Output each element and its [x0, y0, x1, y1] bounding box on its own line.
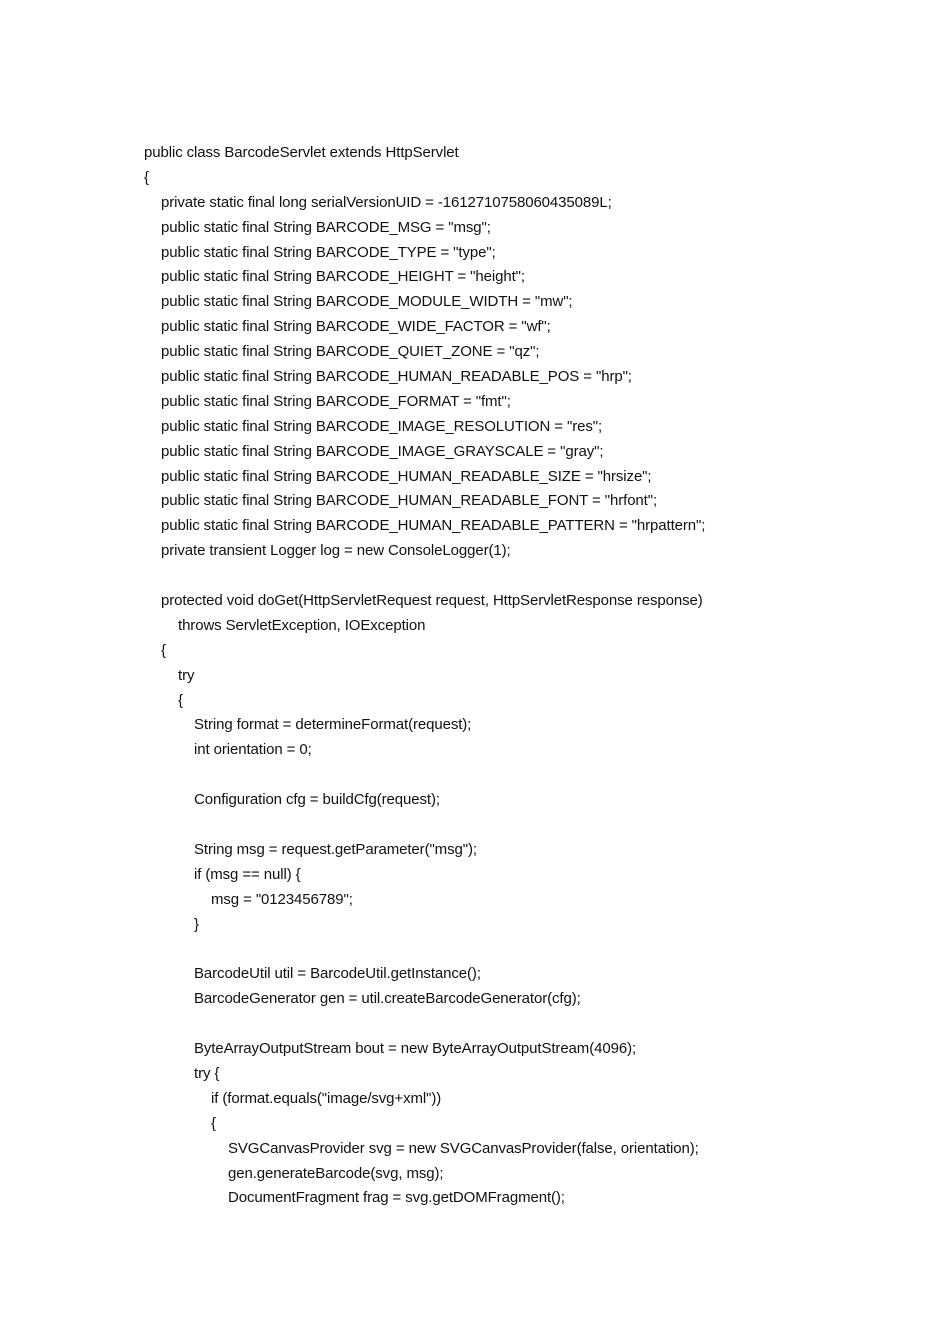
code-line: }: [194, 915, 199, 933]
code-line: public static final String BARCODE_IMAGE_GRAYSCALE = "gray";: [161, 442, 604, 460]
code-line: if (format.equals("image/svg+xml")): [211, 1089, 442, 1107]
code-line: public static final String BARCODE_HUMAN_READABLE_PATTERN = "hrpattern";: [161, 517, 706, 535]
code-line: public static final String BARCODE_HUMAN_READABLE_SIZE = "hrsize";: [161, 467, 652, 485]
code-line: public static final String BARCODE_TYPE = "type";: [161, 243, 496, 261]
code-line: BarcodeUtil util = BarcodeUtil.getInstance();: [194, 965, 481, 983]
code-line: public static final String BARCODE_MSG = "msg";: [161, 218, 491, 236]
code-listing: [144, 141, 904, 1211]
code-line: private transient Logger log = new ConsoleLogger(1);: [161, 542, 511, 560]
code-line: Configuration cfg = buildCfg(request);: [194, 791, 440, 809]
code-line: if (msg == null) {: [194, 865, 301, 883]
code-line: public static final String BARCODE_HUMAN_READABLE_FONT = "hrfont";: [161, 492, 658, 510]
code-line: {: [161, 641, 166, 659]
code-line: public static final String BARCODE_WIDE_FACTOR = "wf";: [161, 318, 551, 336]
code-line: public class BarcodeServlet extends HttpServlet: [144, 144, 459, 161]
code-line: public static final String BARCODE_IMAGE_RESOLUTION = "res";: [161, 417, 603, 435]
code-line: public static final String BARCODE_QUIET_ZONE = "qz";: [161, 343, 540, 361]
blank-line: [144, 813, 904, 838]
code-line: public static final String BARCODE_HEIGHT = "height";: [161, 268, 525, 286]
code-line: DocumentFragment frag = svg.getDOMFragment();: [228, 1189, 565, 1207]
blank-line: [144, 1012, 904, 1037]
code-line: ByteArrayOutputStream bout = new ByteArrayOutputStream(4096);: [194, 1040, 637, 1058]
code-line: gen.generateBarcode(svg, msg);: [228, 1164, 444, 1182]
code-line: msg = "0123456789";: [211, 890, 353, 908]
blank-line: [144, 763, 904, 788]
code-line: String format = determineFormat(request);: [194, 716, 472, 734]
code-line: {: [178, 691, 183, 709]
code-line: BarcodeGenerator gen = util.createBarcodeGenerator(cfg);: [194, 990, 581, 1008]
code-line: private static final long serialVersionUID = -1612710758060435089L;: [161, 193, 612, 211]
code-line: public static final String BARCODE_FORMAT = "fmt";: [161, 392, 511, 410]
code-line: protected void doGet(HttpServletRequest request, HttpServletResponse response): [161, 592, 703, 610]
blank-line: [144, 938, 904, 963]
code-line: {: [144, 168, 149, 186]
code-line: public static final String BARCODE_HUMAN_READABLE_POS = "hrp";: [161, 368, 632, 386]
code-line: {: [211, 1114, 216, 1132]
code-line: try: [178, 666, 195, 684]
code-line: public static final String BARCODE_MODULE_WIDTH = "mw";: [161, 293, 573, 311]
blank-line: [144, 564, 904, 589]
code-line: int orientation = 0;: [194, 741, 312, 759]
code-line: try {: [194, 1064, 220, 1082]
code-line: throws ServletException, IOException: [178, 616, 426, 634]
code-line: SVGCanvasProvider svg = new SVGCanvasProvider(false, orientation);: [228, 1139, 699, 1157]
code-line: String msg = request.getParameter("msg");: [194, 840, 477, 858]
